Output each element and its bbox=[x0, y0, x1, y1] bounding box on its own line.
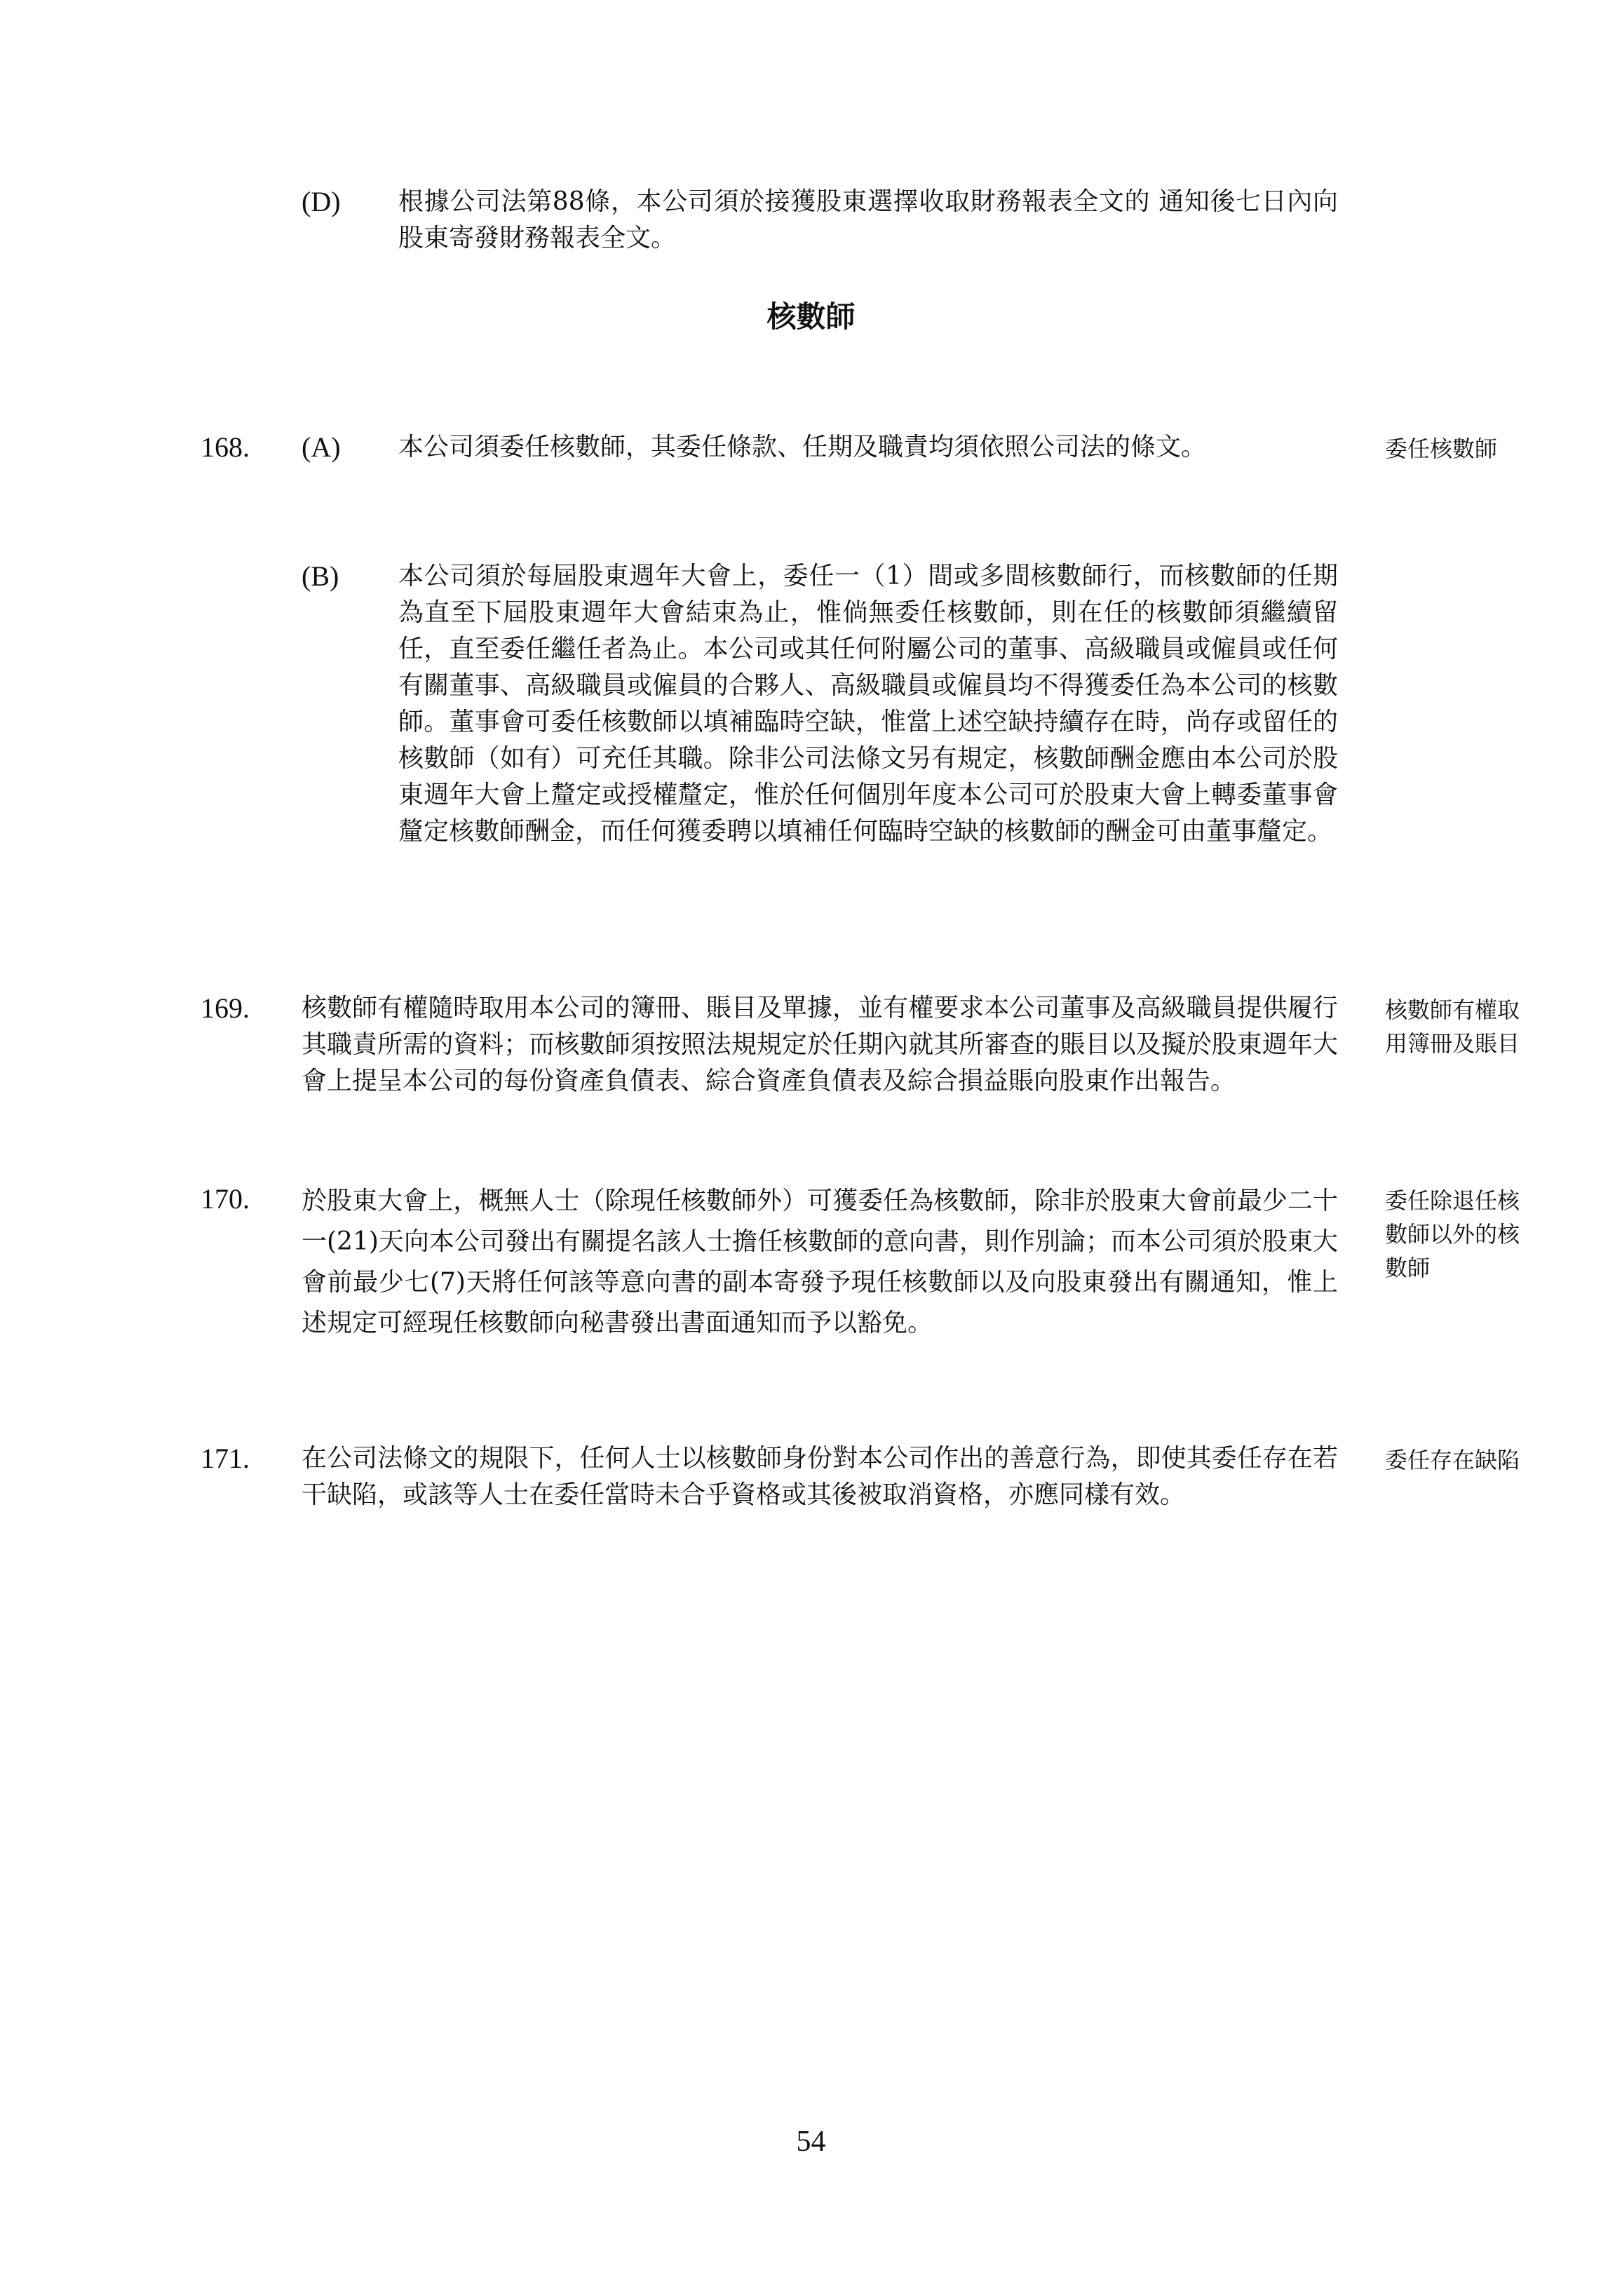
article-168-b-label: (B) bbox=[302, 560, 339, 592]
article-171-number: 171. bbox=[201, 1443, 250, 1474]
article-170-margin-note: 委任除退任核 數師以外的核 數師 bbox=[1385, 1187, 1520, 1281]
article-170-number: 170. bbox=[201, 1183, 250, 1215]
article-168-a-text: 本公司須委任核數師，其委任條款、任期及職責均須依照公司法的條文。 bbox=[398, 433, 1207, 461]
section-d-text: 根據公司法第88條，本公司須於接獲股東選擇收取財務報表全文的 通知後七日內向股東寄發財務報表全文。 bbox=[398, 187, 1338, 252]
article-170-text: 於股東大會上，概無人士（除現任核數師外）可獲委任為核數師，除非於股東大會前最少二十一(21)天向本公司發出有關提名該人士擔任核數師的意向書，則作別論；而本公司須於股東大會前最少七(7)天將任何該等意向書的副本寄發予現任核數師以及向股東發出有關通知，惟上述規定可經現任核數師向秘書發出書面通知而予以豁免。 bbox=[302, 1187, 1338, 1337]
article-168-margin-note: 委任核數師 bbox=[1385, 435, 1498, 462]
section-heading: 核數師 bbox=[766, 299, 856, 334]
article-169-text: 核數師有權隨時取用本公司的簿冊、賬目及單據，並有權要求本公司董事及高級職員提供履行其職責所需的資料；而核數師須按照法規規定於任期內就其所審查的賬目以及擬於股東週年大會上提呈本公司的每份資產負債表、綜合資產負債表及綜合損益賬向股東作出報告。 bbox=[302, 994, 1338, 1095]
article-171-text: 在公司法條文的規限下，任何人士以核數師身份對本公司作出的善意行為，即使其委任存在若干缺陷，或該等人士在委任當時未合乎資格或其後被取消資格，亦應同樣有效。 bbox=[302, 1444, 1338, 1509]
article-168-b-text: 本公司須於每屆股東週年大會上，委任一（1）間或多間核數師行，而核數師的任期為直至下屆股東週年大會結束為止，惟倘無委任核數師，則在任的核數師須繼續留任，直至委任繼任者為止。本公司或其任何附屬公司的董事、高級職員或僱員或任何有關董事、高級職員或僱員的合夥人、高級職員或僱員均不得獲委任為本公司的核數師。董事會可委任核數師以填補臨時空缺，惟當上述空缺持續存在時，尚存或留任的核數師（如有）可充任其職。除非公司法條文另有規定，核數師酬金應由本公司於股東週年大會上釐定或授權釐定，惟於任何個別年度本公司可於股東大會上轉委董事會釐定核數師酬金，而任何獲委聘以填補任何臨時空缺的核數師的酬金可由董事釐定。 bbox=[398, 562, 1338, 846]
section-d-label: (D) bbox=[302, 186, 341, 217]
article-171-margin-note: 委任存在缺陷 bbox=[1385, 1447, 1520, 1473]
article-169-margin-note: 核數師有權取 用簿冊及賬目 bbox=[1385, 997, 1520, 1057]
page-number: 54 bbox=[796, 2126, 826, 2158]
article-168-number: 168. bbox=[201, 431, 250, 463]
article-169-number: 169. bbox=[201, 992, 250, 1024]
article-168-a-label: (A) bbox=[302, 431, 341, 463]
